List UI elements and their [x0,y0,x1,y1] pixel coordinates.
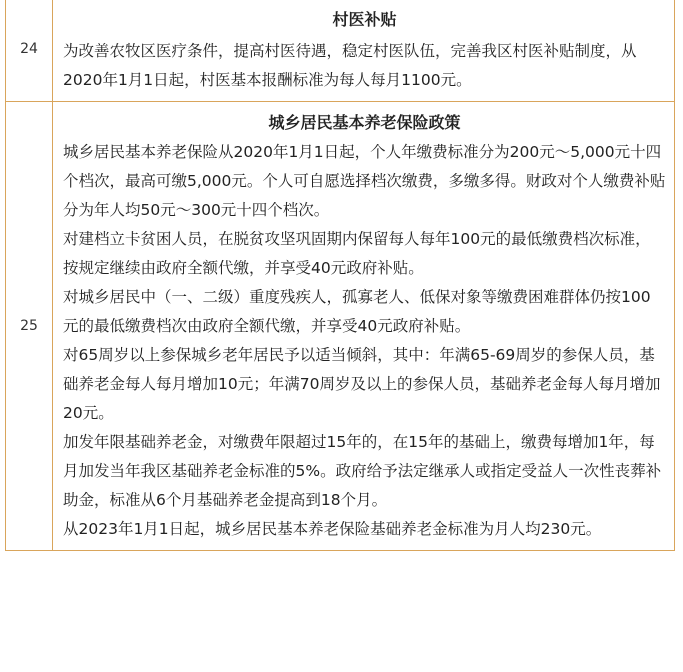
paragraph: 城乡居民基本养老保险从2020年1月1日起，个人年缴费标准分为200元～5,000元十四个档次，最高可缴5,000元。个人可自愿选择档次缴费，多缴多得。财政对个人缴费补贴分为年人均50元～300元十四个档次。 [63,143,666,219]
row-content [53,102,675,551]
paragraph: 对城乡居民中（一、二级）重度残疾人，孤寡老人、低保对象等缴费困难群体仍按100元的最低缴费档次由政府全额代缴，并享受40元政府补贴。 [63,288,651,335]
section-title: 村医补贴 [332,10,397,29]
table-row [6,102,675,551]
row-number: 25 [6,102,53,551]
paragraph: 加发年限基础养老金，对缴费年限超过15年的，在15年的基础上，缴费每增加1年，每月加发当年我区基础养老金标准的5%。政府给予法定继承人或指定受益人一次性丧葬补助金，标准从6个月基础养老金提高到18个月。 [63,433,662,509]
paragraph: 为改善农牧区医疗条件，提高村医待遇，稳定村医队伍，完善我区村医补贴制度，从2020年1月1日起，村医基本报酬标准为每人每月1100元。 [63,42,637,89]
paragraph: 对65周岁以上参保城乡老年居民予以适当倾斜，其中：年满65-69周岁的参保人员，基础养老金每人每月增加10元；年满70周岁及以上的参保人员，基础养老金每人每月增加20元。 [63,346,661,422]
paragraph: 从2023年1月1日起，城乡居民基本养老保险基础养老金标准为月人均230元。 [63,520,602,538]
paragraph: 对建档立卡贫困人员，在脱贫攻坚巩固期内保留每人每年100元的最低缴费档次标准，按规定继续由政府全额代缴，并享受40元政府补贴。 [63,230,651,277]
row-content [53,0,675,102]
table-row [6,0,675,102]
policy-table [5,0,675,551]
section-title: 城乡居民基本养老保险政策 [268,113,461,132]
row-number: 24 [6,0,53,102]
